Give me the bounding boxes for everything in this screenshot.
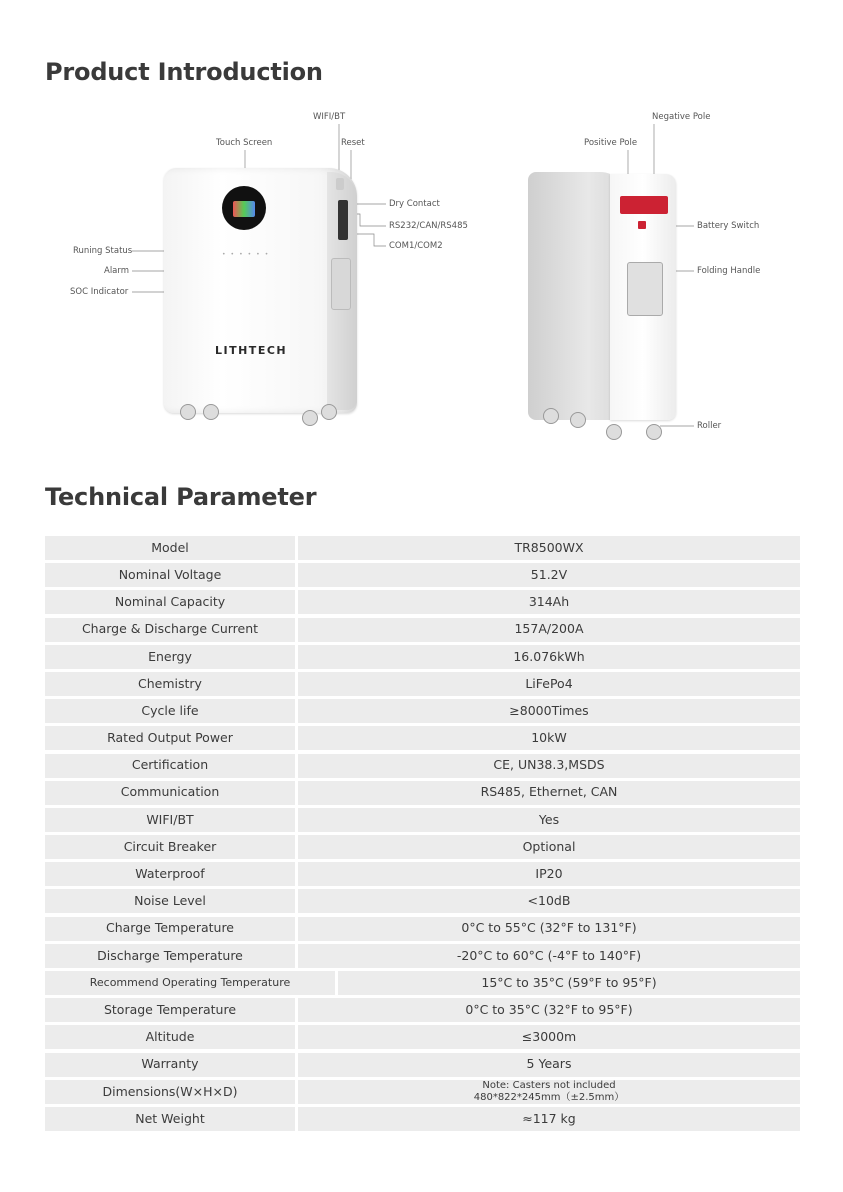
folding-handle-icon [627,262,663,316]
param-name: Chemistry [45,672,295,696]
label-alarm: Alarm [104,266,130,276]
param-value: <10dB [298,889,800,913]
param-value: IP20 [298,862,800,886]
reset-button-icon [336,178,344,190]
label-dry-contact: Dry Contact [389,199,440,209]
param-value: 16.076kWh [298,645,800,669]
label-folding-handle: Folding Handle [697,266,761,276]
param-name: Certification [45,754,295,778]
battery-switch-icon [638,221,646,229]
param-name: Recommend Operating Temperature [45,971,335,995]
label-touch-screen: Touch Screen [216,138,273,148]
caster-icon [203,404,219,420]
table-row [45,754,800,778]
technical-parameter-title: Technical Parameter [45,483,317,511]
table-row [45,1080,800,1104]
label-positive-pole: Positive Pole [584,138,638,148]
table-row [45,618,800,642]
param-name: Nominal Voltage [45,563,295,587]
roller-icon [543,408,559,424]
table-row [45,536,800,560]
table-row [45,645,800,669]
table-row [45,889,800,913]
ports-icon [338,200,348,240]
param-name: Warranty [45,1053,295,1077]
param-name: Discharge Temperature [45,944,295,968]
param-value: 314Ah [298,590,800,614]
label-soc-indicator: SOC Indicator [70,287,129,297]
param-value: LiFePo4 [298,672,800,696]
label-running-status: Runing Status [73,246,133,256]
table-row [45,1107,800,1131]
param-name: Nominal Capacity [45,590,295,614]
label-battery-switch: Battery Switch [697,221,760,231]
param-value: Optional [298,835,800,859]
param-name: Waterproof [45,862,295,886]
param-value: ≥8000Times [298,699,800,723]
label-negative-pole: Negative Pole [652,112,711,122]
param-name: Model [45,536,295,560]
table-row [45,672,800,696]
caster-icon [302,410,318,426]
screen-display-icon [233,201,255,217]
param-name: Rated Output Power [45,726,295,750]
label-com-ports: COM1/COM2 [389,241,443,251]
table-row [45,862,800,886]
param-value: 15°C to 35°C (59°F to 95°F) [338,971,800,995]
table-row [45,1025,800,1049]
param-value-dimensions: 480*822*245mm（±2.5mm） [473,1091,625,1103]
param-value: 0°C to 35°C (32°F to 95°F) [298,998,800,1022]
table-row [45,726,800,750]
led-indicators-icon: •••••• [222,251,274,258]
param-name: Charge & Discharge Current [45,618,295,642]
roller-icon [646,424,662,440]
param-name: Cycle life [45,699,295,723]
parameter-table [45,536,800,1134]
param-value: 51.2V [298,563,800,587]
param-name: WIFI/BT [45,808,295,832]
product-introduction-title: Product Introduction [45,58,323,86]
table-row [45,563,800,587]
param-name: Altitude [45,1025,295,1049]
table-row [45,808,800,832]
param-value: 10kW [298,726,800,750]
param-value: 157A/200A [298,618,800,642]
terminal-poles-icon [620,196,668,214]
table-row [45,917,800,941]
param-name: Circuit Breaker [45,835,295,859]
param-value: ≈117 kg [298,1107,800,1131]
param-value: ≤3000m [298,1025,800,1049]
param-name: Charge Temperature [45,917,295,941]
brand-logo: LITHTECH [215,344,288,357]
table-row [45,781,800,805]
table-row [45,1053,800,1077]
label-reset: Reset [341,138,365,148]
label-wifi-bt: WIFI/BT [313,112,346,122]
table-row [45,944,800,968]
table-row [45,835,800,859]
param-value: TR8500WX [298,536,800,560]
param-value: Yes [298,808,800,832]
table-row [45,590,800,614]
caster-icon [180,404,196,420]
param-value: 0°C to 55°C (32°F to 131°F) [298,917,800,941]
label-roller: Roller [697,421,722,431]
param-name: Communication [45,781,295,805]
side-handle-icon [331,258,351,310]
param-value: CE, UN38.3,MSDS [298,754,800,778]
param-name: Energy [45,645,295,669]
label-rs-ports: RS232/CAN/RS485 [389,221,468,231]
param-value [298,1080,800,1104]
param-value: 5 Years [298,1053,800,1077]
param-name: Noise Level [45,889,295,913]
param-name: Dimensions(W×H×D) [45,1080,295,1104]
table-row [45,998,800,1022]
param-value-note: Note: Casters not included [482,1080,616,1092]
param-value: RS485, Ethernet, CAN [298,781,800,805]
param-name: Storage Temperature [45,998,295,1022]
param-value: -20°C to 60°C (-4°F to 140°F) [298,944,800,968]
caster-icon [321,404,337,420]
table-row [45,971,800,995]
roller-icon [606,424,622,440]
roller-icon [570,412,586,428]
table-row [45,699,800,723]
param-name: Net Weight [45,1107,295,1131]
